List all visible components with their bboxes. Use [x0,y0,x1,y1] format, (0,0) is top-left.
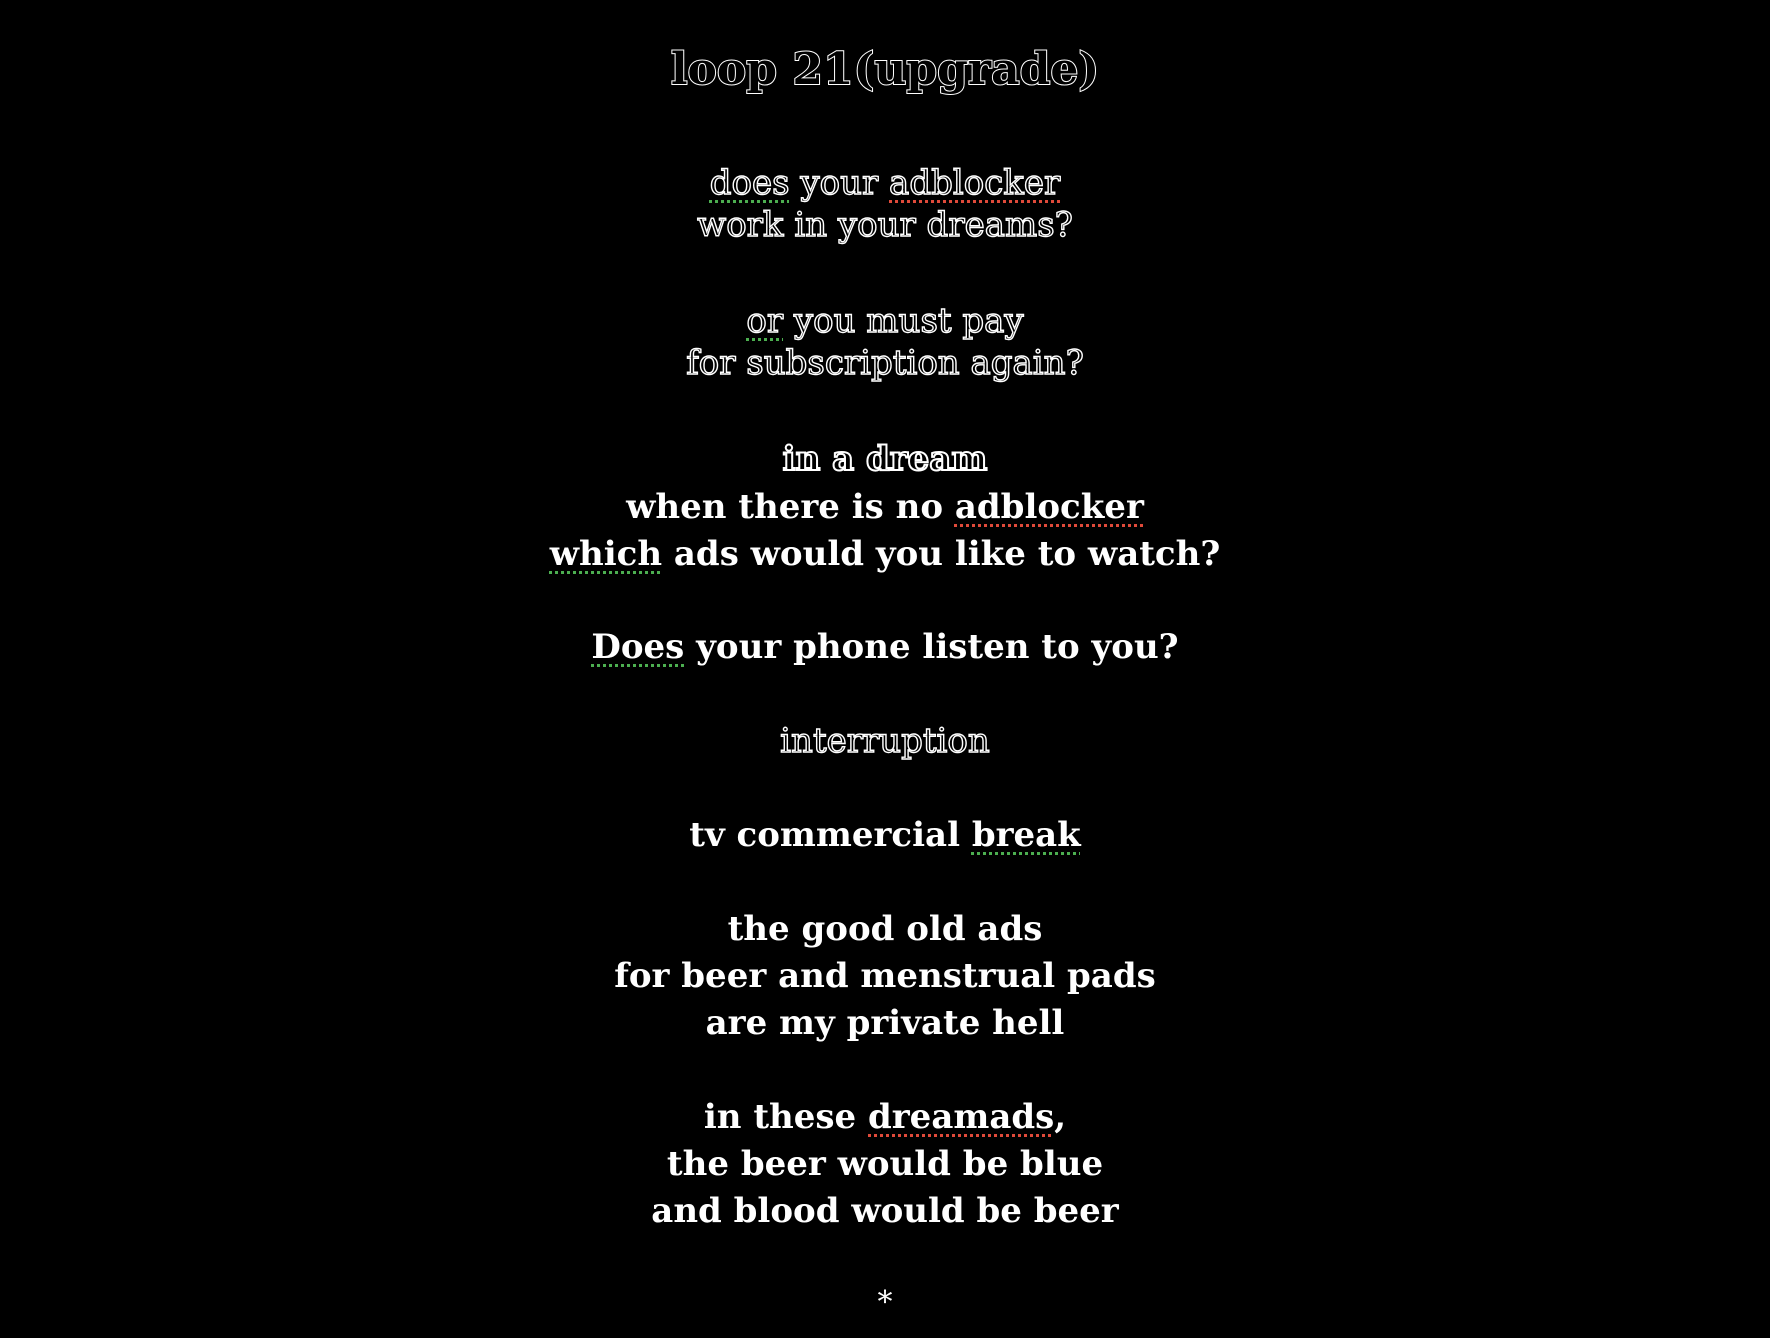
stanza-7-line-2: for beer and menstrual pads [614,956,1156,996]
stanza-1-line-1 [0,163,1770,203]
poem-title: loop 21(upgrade) [670,44,1100,95]
spellcheck-word: dreamads [868,1097,1055,1137]
text-span: your phone listen to you? [684,627,1179,667]
text-span: ads would you like to watch? [662,534,1221,574]
stanza-2-line-1 [0,301,1770,341]
spellcheck-word: or [746,301,784,341]
text-span: your [789,163,890,203]
end-asterisk: * [877,1285,893,1320]
spellcheck-word: Does [591,627,685,667]
stanza-7-line-1: the good old ads [727,909,1043,949]
spellcheck-word: adblocker [954,487,1144,527]
text-span: , [1054,1097,1067,1137]
spellcheck-word: break [971,815,1081,855]
stanza-2-line-2: for subscription again? [686,343,1084,383]
spellcheck-word: adblocker [889,163,1061,203]
stanza-1-line-2: work in your dreams? [697,205,1073,245]
stanza-7-line-3: are my private hell [705,1003,1065,1043]
text-span: when there is no [626,487,955,527]
stanza-3-line-1: in a dream [782,439,988,479]
stanza-3-line-3 [0,534,1770,574]
stanza-5-line-1: interruption [780,721,990,761]
stanza-8-line-3: and blood would be beer [651,1191,1119,1231]
stanza-3-line-2 [0,487,1770,527]
text-span: you must pay [783,301,1024,341]
spellcheck-word: which [549,534,663,574]
stanza-4-line-1 [0,627,1770,667]
stanza-6-line-1 [0,815,1770,855]
text-span: in these [703,1097,868,1137]
text-span: tv commercial [689,815,972,855]
stanza-8-line-2: the beer would be blue [666,1144,1104,1184]
stanza-8-line-1 [0,1097,1770,1137]
spellcheck-word: does [709,163,790,203]
